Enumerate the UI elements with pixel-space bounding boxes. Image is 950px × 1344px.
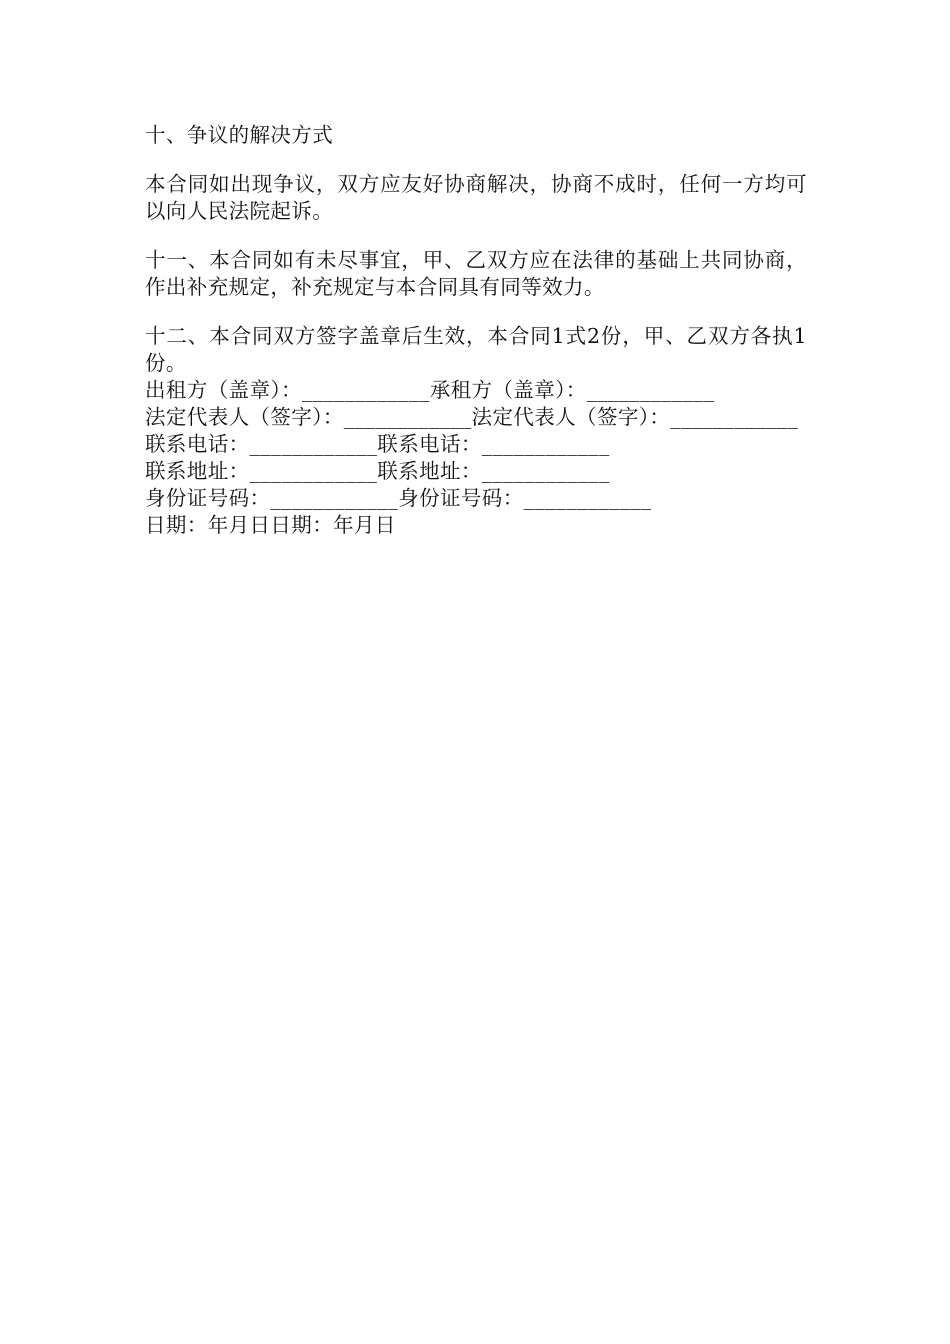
section-eleven: 十一、本合同如有未尽事宜，甲、乙双方应在法律的基础上共同协商，作出补充规定，补充规定与本合同具有同等效力。 — [145, 248, 807, 299]
representative-signature-row: 法定代表人（签字）：____________法定代表人（签字）：____________ — [145, 405, 799, 429]
address-row: 联系地址：____________联系地址：____________ — [145, 459, 610, 483]
phone-row: 联系电话：____________联系电话：____________ — [145, 432, 610, 456]
id-number-row: 身份证号码：____________身份证号码：____________ — [145, 486, 652, 510]
contract-body — [145, 122, 807, 539]
section-twelve: 十二、本合同双方签字盖章后生效，本合同1式2份，甲、乙双方各执1份。 — [145, 324, 807, 375]
seal-signature-row: 出租方（盖章）：____________承租方（盖章）：____________ — [145, 378, 715, 402]
date-row: 日期：年月日日期：年月日 — [145, 513, 396, 537]
section-ten-heading: 十、争议的解决方式 — [145, 123, 334, 147]
section-ten-body: 本合同如出现争议，双方应友好协商解决，协商不成时，任何一方均可以向人民法院起诉。 — [145, 172, 807, 223]
